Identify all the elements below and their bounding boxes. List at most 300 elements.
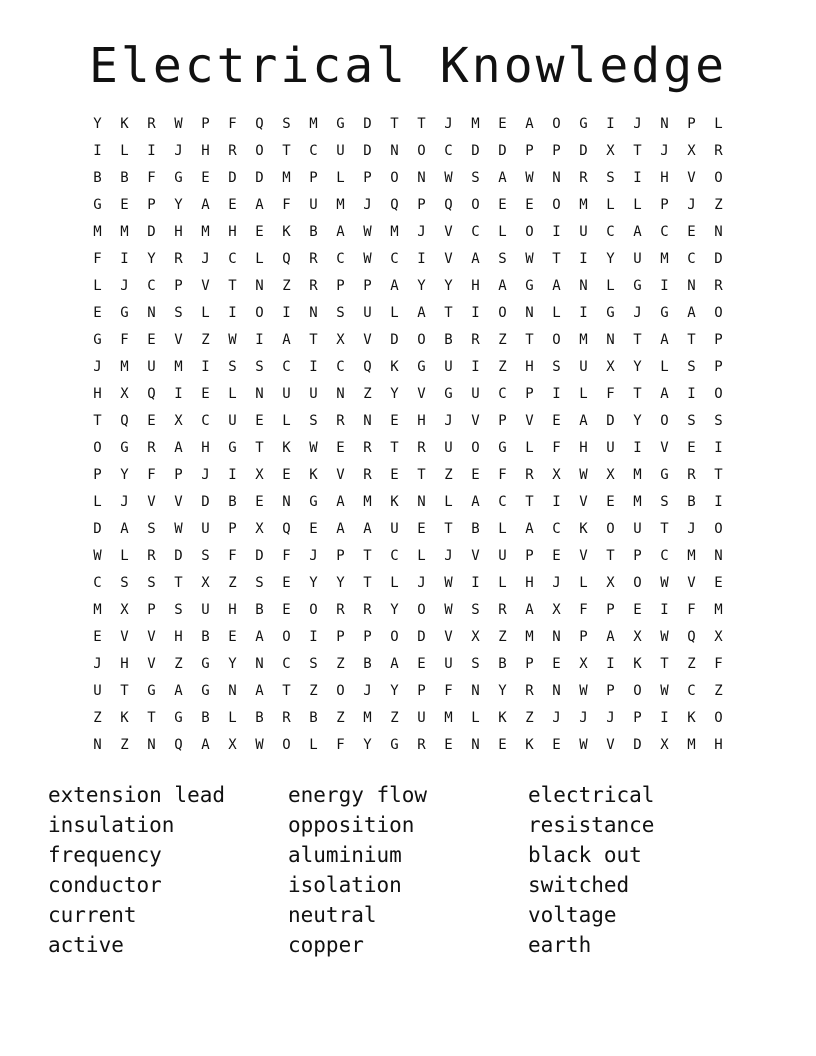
grid-letter: J [552, 575, 561, 591]
grid-letter: G [498, 440, 507, 456]
grid-letter: V [444, 224, 453, 240]
grid-letter: G [336, 116, 345, 132]
grid-letter: A [390, 656, 399, 672]
grid-letter: C [336, 359, 345, 375]
grid-letter: G [201, 656, 210, 672]
grid-letter: P [687, 116, 696, 132]
grid-letter: Z [174, 656, 183, 672]
grid-letter: G [606, 305, 615, 321]
grid-letter: K [525, 737, 534, 753]
grid-letter: N [579, 278, 588, 294]
grid-letter: H [228, 602, 237, 618]
grid-letter: O [93, 440, 102, 456]
grid-row [84, 222, 732, 249]
grid-row [84, 195, 732, 222]
grid-letter: E [714, 575, 723, 591]
grid-letter: Q [687, 629, 696, 645]
grid-letter: T [363, 548, 372, 564]
grid-letter: S [282, 116, 291, 132]
grid-letter: X [606, 143, 615, 159]
grid-letter: P [525, 656, 534, 672]
grid-letter: D [228, 170, 237, 186]
grid-letter: F [579, 602, 588, 618]
word-list-item: electrical [528, 783, 655, 807]
grid-letter: X [633, 629, 642, 645]
grid-letter: P [363, 170, 372, 186]
grid-letter: H [201, 143, 210, 159]
grid-letter: C [282, 656, 291, 672]
grid-letter: I [606, 116, 615, 132]
grid-letter: J [444, 548, 453, 564]
grid-letter: W [579, 683, 588, 699]
grid-letter: B [120, 170, 129, 186]
word-list-item: extension lead [48, 783, 226, 807]
grid-letter: I [120, 251, 129, 267]
grid-letter: S [471, 170, 480, 186]
grid-letter: D [633, 737, 642, 753]
grid-letter: T [552, 251, 561, 267]
grid-letter: N [282, 494, 291, 510]
grid-letter: Q [444, 197, 453, 213]
grid-letter: U [579, 224, 588, 240]
grid-letter: T [714, 467, 723, 483]
grid-letter: C [390, 548, 399, 564]
grid-letter: T [444, 521, 453, 537]
grid-letter: Z [714, 683, 723, 699]
grid-letter: J [309, 548, 318, 564]
grid-letter: T [606, 548, 615, 564]
grid-letter: E [390, 467, 399, 483]
grid-letter: E [255, 413, 264, 429]
grid-letter: L [255, 251, 264, 267]
grid-letter: U [444, 359, 453, 375]
grid-letter: G [93, 332, 102, 348]
grid-letter: N [228, 683, 237, 699]
grid-letter: N [660, 116, 669, 132]
grid-letter: U [390, 521, 399, 537]
grid-letter: E [633, 602, 642, 618]
grid-letter: E [687, 440, 696, 456]
grid-letter: Z [120, 737, 129, 753]
grid-letter: T [282, 143, 291, 159]
grid-letter: F [93, 251, 102, 267]
grid-letter: P [309, 170, 318, 186]
grid-letter: V [525, 413, 534, 429]
grid-letter: K [687, 710, 696, 726]
grid-letter: C [444, 143, 453, 159]
grid-letter: V [147, 629, 156, 645]
grid-letter: X [255, 467, 264, 483]
grid-letter: P [174, 278, 183, 294]
grid-letter: V [444, 251, 453, 267]
grid-letter: S [687, 413, 696, 429]
grid-letter: R [363, 602, 372, 618]
grid-letter: S [471, 602, 480, 618]
grid-letter: J [201, 251, 210, 267]
grid-letter: R [363, 467, 372, 483]
grid-row [84, 465, 732, 492]
grid-letter: Z [93, 710, 102, 726]
grid-letter: B [255, 710, 264, 726]
grid-letter: V [147, 656, 156, 672]
grid-letter: C [201, 413, 210, 429]
grid-letter: O [471, 440, 480, 456]
grid-letter: S [498, 251, 507, 267]
grid-letter: N [363, 413, 372, 429]
grid-letter: G [201, 683, 210, 699]
grid-letter: T [660, 656, 669, 672]
grid-letter: Q [255, 116, 264, 132]
grid-letter: M [174, 359, 183, 375]
grid-row [84, 681, 732, 708]
grid-letter: Y [633, 359, 642, 375]
grid-letter: I [309, 359, 318, 375]
grid-letter: R [228, 143, 237, 159]
grid-letter: A [174, 440, 183, 456]
grid-letter: X [660, 737, 669, 753]
grid-row [84, 627, 732, 654]
grid-letter: Z [714, 197, 723, 213]
grid-letter: T [120, 683, 129, 699]
grid-letter: T [309, 332, 318, 348]
grid-letter: W [660, 629, 669, 645]
grid-letter: L [498, 224, 507, 240]
grid-letter: O [552, 197, 561, 213]
grid-letter: F [687, 602, 696, 618]
grid-letter: W [363, 224, 372, 240]
grid-letter: A [336, 224, 345, 240]
grid-letter: Y [633, 413, 642, 429]
grid-letter: R [147, 440, 156, 456]
grid-row [84, 492, 732, 519]
grid-letter: V [606, 737, 615, 753]
grid-letter: E [606, 494, 615, 510]
grid-row [84, 276, 732, 303]
grid-letter: Y [93, 116, 102, 132]
word-list-item: isolation [288, 873, 402, 897]
grid-letter: L [417, 548, 426, 564]
grid-letter: T [147, 710, 156, 726]
grid-letter: T [633, 332, 642, 348]
grid-letter: M [714, 602, 723, 618]
grid-letter: U [633, 251, 642, 267]
grid-letter: R [471, 332, 480, 348]
grid-letter: O [471, 197, 480, 213]
grid-letter: X [228, 737, 237, 753]
grid-letter: M [363, 710, 372, 726]
word-list-item: earth [528, 933, 592, 957]
grid-letter: A [336, 521, 345, 537]
grid-letter: L [93, 278, 102, 294]
grid-letter: O [255, 305, 264, 321]
grid-letter: A [417, 305, 426, 321]
grid-letter: U [579, 359, 588, 375]
grid-letter: E [471, 467, 480, 483]
grid-letter: I [228, 467, 237, 483]
grid-letter: W [444, 602, 453, 618]
grid-letter: E [498, 737, 507, 753]
word-list-item: neutral [288, 903, 377, 927]
grid-letter: P [633, 710, 642, 726]
grid-letter: V [174, 494, 183, 510]
grid-letter: M [633, 494, 642, 510]
grid-letter: L [444, 494, 453, 510]
grid-letter: H [714, 737, 723, 753]
grid-letter: L [498, 521, 507, 537]
grid-letter: M [633, 467, 642, 483]
grid-letter: K [309, 467, 318, 483]
grid-letter: K [633, 656, 642, 672]
grid-letter: T [93, 413, 102, 429]
grid-letter: Y [498, 683, 507, 699]
grid-letter: U [633, 521, 642, 537]
grid-letter: O [309, 602, 318, 618]
grid-letter: N [552, 170, 561, 186]
grid-letter: U [606, 440, 615, 456]
grid-letter: Y [120, 467, 129, 483]
grid-letter: A [606, 629, 615, 645]
grid-letter: E [525, 197, 534, 213]
grid-letter: O [552, 332, 561, 348]
grid-letter: R [336, 602, 345, 618]
grid-letter: T [417, 116, 426, 132]
grid-letter: E [255, 494, 264, 510]
grid-letter: S [687, 359, 696, 375]
grid-letter: G [174, 170, 183, 186]
grid-letter: V [687, 170, 696, 186]
grid-letter: A [120, 521, 129, 537]
grid-letter: J [363, 197, 372, 213]
grid-letter: Z [282, 278, 291, 294]
grid-letter: P [363, 629, 372, 645]
grid-letter: O [633, 575, 642, 591]
grid-letter: L [336, 170, 345, 186]
grid-letter: D [255, 170, 264, 186]
grid-row [84, 411, 732, 438]
grid-letter: S [120, 575, 129, 591]
grid-letter: M [282, 170, 291, 186]
word-column [528, 780, 768, 960]
grid-row [84, 735, 732, 762]
grid-letter: M [390, 224, 399, 240]
grid-letter: C [687, 251, 696, 267]
grid-letter: Z [363, 386, 372, 402]
grid-letter: R [579, 170, 588, 186]
grid-letter: L [309, 737, 318, 753]
grid-letter: P [660, 197, 669, 213]
word-list-item: black out [528, 843, 642, 867]
grid-letter: Q [120, 413, 129, 429]
grid-letter: C [228, 251, 237, 267]
grid-letter: I [282, 305, 291, 321]
grid-letter: U [309, 197, 318, 213]
grid-letter: O [633, 683, 642, 699]
grid-row [84, 357, 732, 384]
grid-letter: F [498, 467, 507, 483]
grid-row [84, 654, 732, 681]
grid-letter: A [498, 278, 507, 294]
grid-letter: O [714, 521, 723, 537]
grid-letter: J [444, 413, 453, 429]
grid-letter: L [120, 143, 129, 159]
grid-letter: R [309, 278, 318, 294]
grid-letter: B [309, 224, 318, 240]
grid-letter: W [228, 332, 237, 348]
grid-letter: K [120, 710, 129, 726]
grid-letter: A [255, 683, 264, 699]
grid-letter: Y [336, 575, 345, 591]
grid-letter: N [552, 683, 561, 699]
grid-letter: P [633, 548, 642, 564]
grid-letter: V [336, 467, 345, 483]
grid-letter: V [363, 332, 372, 348]
grid-letter: E [228, 629, 237, 645]
grid-row [84, 249, 732, 276]
grid-letter: R [525, 467, 534, 483]
grid-letter: Q [147, 386, 156, 402]
grid-letter: I [147, 143, 156, 159]
grid-letter: D [498, 143, 507, 159]
grid-letter: A [255, 197, 264, 213]
grid-letter: I [174, 386, 183, 402]
grid-letter: Y [606, 251, 615, 267]
grid-letter: C [687, 683, 696, 699]
grid-letter: N [336, 386, 345, 402]
grid-letter: L [606, 197, 615, 213]
grid-letter: A [255, 629, 264, 645]
grid-letter: R [282, 710, 291, 726]
grid-letter: T [363, 575, 372, 591]
grid-letter: S [552, 359, 561, 375]
grid-letter: T [228, 278, 237, 294]
grid-letter: N [417, 494, 426, 510]
grid-letter: H [174, 224, 183, 240]
grid-letter: U [282, 386, 291, 402]
grid-letter: S [147, 521, 156, 537]
grid-letter: P [552, 143, 561, 159]
grid-letter: W [579, 737, 588, 753]
grid-letter: G [660, 305, 669, 321]
grid-letter: C [336, 251, 345, 267]
grid-letter: C [282, 359, 291, 375]
grid-letter: K [498, 710, 507, 726]
grid-letter: A [525, 521, 534, 537]
grid-letter: E [255, 224, 264, 240]
grid-letter: I [660, 710, 669, 726]
grid-letter: J [633, 116, 642, 132]
grid-letter: I [471, 575, 480, 591]
grid-letter: O [282, 629, 291, 645]
grid-letter: P [417, 197, 426, 213]
grid-letter: F [228, 548, 237, 564]
grid-letter: H [93, 386, 102, 402]
word-list-item: resistance [528, 813, 655, 837]
grid-letter: H [174, 629, 183, 645]
grid-letter: X [120, 602, 129, 618]
grid-letter: K [282, 440, 291, 456]
grid-letter: W [444, 575, 453, 591]
grid-letter: I [714, 494, 723, 510]
grid-letter: P [228, 521, 237, 537]
grid-row [84, 141, 732, 168]
grid-letter: U [498, 548, 507, 564]
grid-letter: M [93, 224, 102, 240]
grid-letter: Y [444, 278, 453, 294]
grid-letter: O [390, 170, 399, 186]
grid-letter: F [147, 170, 156, 186]
grid-letter: J [93, 359, 102, 375]
word-list-item: aluminium [288, 843, 402, 867]
word-list-item: insulation [48, 813, 175, 837]
grid-letter: G [120, 440, 129, 456]
grid-letter: E [417, 521, 426, 537]
grid-letter: O [606, 521, 615, 537]
grid-letter: U [147, 359, 156, 375]
grid-letter: P [363, 278, 372, 294]
grid-letter: Q [282, 251, 291, 267]
grid-letter: F [552, 440, 561, 456]
grid-letter: N [255, 386, 264, 402]
grid-letter: B [201, 629, 210, 645]
grid-letter: D [390, 332, 399, 348]
grid-letter: F [714, 656, 723, 672]
grid-letter: M [363, 494, 372, 510]
grid-letter: A [498, 170, 507, 186]
grid-letter: Z [309, 683, 318, 699]
grid-letter: R [714, 143, 723, 159]
grid-letter: D [363, 116, 372, 132]
grid-letter: P [525, 143, 534, 159]
grid-letter: L [714, 116, 723, 132]
grid-letter: E [201, 386, 210, 402]
grid-letter: B [498, 656, 507, 672]
grid-letter: N [147, 737, 156, 753]
grid-letter: T [660, 521, 669, 537]
grid-letter: X [714, 629, 723, 645]
grid-letter: O [714, 170, 723, 186]
grid-letter: U [93, 683, 102, 699]
grid-letter: O [660, 413, 669, 429]
grid-letter: D [417, 629, 426, 645]
grid-letter: G [525, 278, 534, 294]
grid-letter: M [444, 710, 453, 726]
grid-row [84, 330, 732, 357]
grid-letter: O [417, 332, 426, 348]
grid-letter: B [93, 170, 102, 186]
grid-letter: H [201, 440, 210, 456]
grid-letter: M [120, 224, 129, 240]
grid-letter: J [633, 305, 642, 321]
grid-letter: J [363, 683, 372, 699]
grid-letter: M [336, 197, 345, 213]
grid-letter: H [417, 413, 426, 429]
grid-letter: C [660, 548, 669, 564]
grid-letter: P [606, 683, 615, 699]
grid-letter: T [390, 440, 399, 456]
grid-letter: Z [201, 332, 210, 348]
grid-letter: C [309, 143, 318, 159]
grid-letter: L [120, 548, 129, 564]
grid-letter: H [660, 170, 669, 186]
grid-letter: X [687, 143, 696, 159]
grid-letter: C [498, 386, 507, 402]
grid-letter: X [255, 521, 264, 537]
grid-row [84, 519, 732, 546]
grid-letter: D [255, 548, 264, 564]
grid-letter: E [282, 602, 291, 618]
grid-letter: I [552, 386, 561, 402]
grid-letter: U [417, 710, 426, 726]
